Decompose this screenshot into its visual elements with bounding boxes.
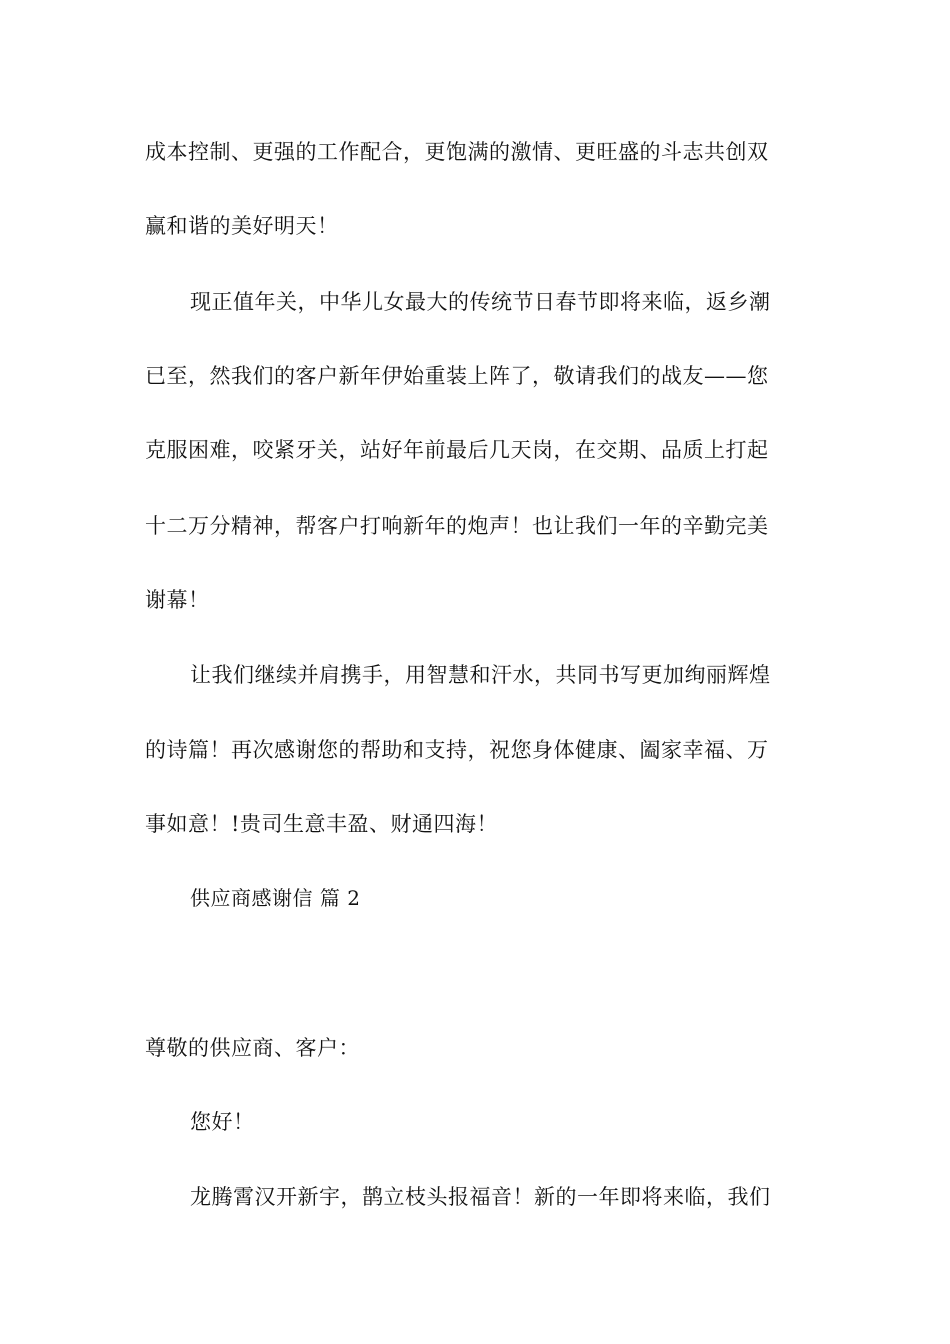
paragraph-line: 成本控制、更强的工作配合，更饱满的激情、更旺盛的斗志共创双	[145, 140, 769, 164]
paragraph-line: 赢和谐的美好明天！	[145, 214, 339, 238]
paragraph-line: 已至，然我们的客户新年伊始重装上阵了，敬请我们的战友——您	[145, 364, 769, 388]
paragraph-line: 十二万分精神，帮客户打响新年的炮声！也让我们一年的辛勤完美	[145, 514, 769, 538]
greeting: 您好！	[190, 1110, 255, 1134]
salutation: 尊敬的供应商、客户：	[145, 1036, 360, 1060]
paragraph-line: 龙腾霄汉开新宇，鹊立枝头报福音！新的一年即将来临，我们	[190, 1185, 771, 1209]
paragraph-line: 现正值年关，中华儿女最大的传统节日春节即将来临，返乡潮	[190, 290, 771, 314]
paragraph-line: 让我们继续并肩携手，用智慧和汗水，共同书写更加绚丽辉煌	[190, 663, 771, 687]
paragraph-line: 谢幕！	[145, 588, 210, 612]
section-heading: 供应商感谢信 篇 2	[190, 886, 361, 910]
paragraph-line: 事如意！!贵司生意丰盈、财通四海！	[145, 812, 498, 836]
paragraph-line: 克服困难，咬紧牙关，站好年前最后几天岗，在交期、品质上打起	[145, 438, 769, 462]
paragraph-line: 的诗篇！再次感谢您的帮助和支持，祝您身体健康、阖家幸福、万	[145, 738, 769, 762]
